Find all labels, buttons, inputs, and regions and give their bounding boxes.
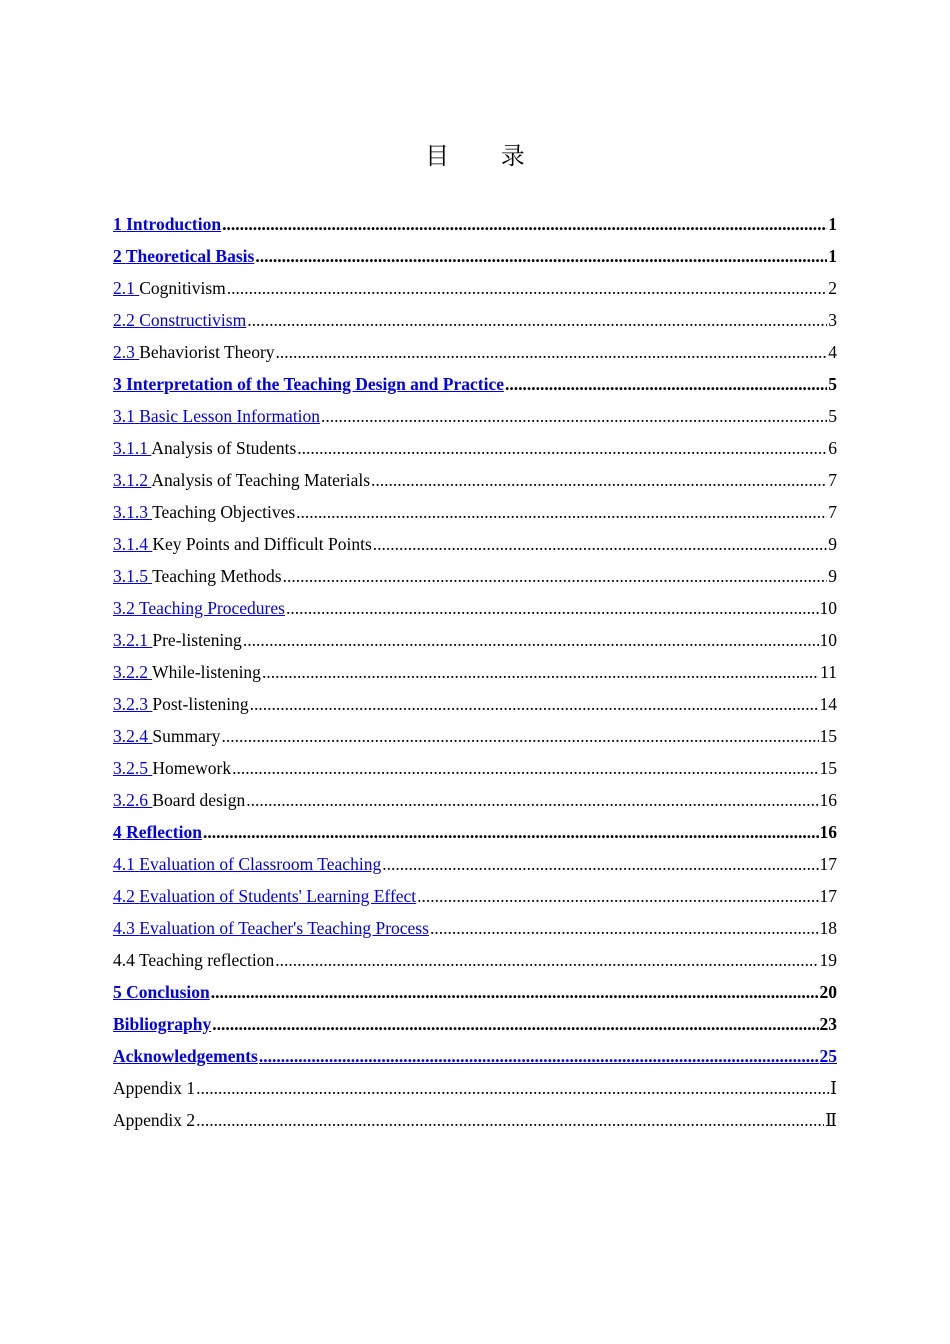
toc-leader-dots bbox=[211, 982, 819, 1003]
toc-entry-label bbox=[113, 502, 295, 523]
toc-entry-title[interactable]: Basic Lesson Information bbox=[139, 405, 321, 426]
toc-entry-number[interactable]: 4.3 bbox=[113, 917, 135, 938]
toc-leader-dots bbox=[259, 1046, 819, 1067]
toc-entry-title: Post-listening bbox=[152, 693, 249, 714]
toc-entry-label bbox=[113, 758, 231, 779]
toc-leader-dots bbox=[276, 342, 828, 363]
toc-entry-title[interactable]: Interpretation of the Teaching Design and Practice bbox=[126, 373, 504, 394]
toc-entry-title[interactable]: Evaluation of Classroom Teaching bbox=[139, 853, 382, 874]
toc-leader-dots bbox=[283, 566, 828, 587]
toc-entry-number[interactable]: 3.2.1 bbox=[113, 629, 148, 650]
toc-entry-label bbox=[113, 598, 285, 619]
toc-entry-number[interactable]: 3.1.4 bbox=[113, 533, 148, 554]
toc-leader-dots bbox=[296, 502, 827, 523]
toc-entry[interactable] bbox=[113, 560, 837, 592]
toc-page-number: 2 bbox=[828, 277, 837, 298]
toc-entry-label bbox=[113, 342, 275, 363]
toc-entry-title[interactable]: Theoretical Basis bbox=[125, 245, 255, 266]
toc-page-number: 9 bbox=[828, 565, 837, 586]
toc-leader-dots bbox=[286, 598, 819, 619]
toc-page-number: 25 bbox=[819, 1045, 837, 1066]
toc-entry-number[interactable]: 3.1.1 bbox=[113, 437, 148, 458]
toc-entry-label bbox=[113, 790, 245, 811]
toc-title: 目 录 bbox=[425, 142, 547, 170]
toc-leader-dots bbox=[243, 630, 819, 651]
toc-entry-title: Board design bbox=[152, 789, 246, 810]
toc-entry-title[interactable]: Conclusion bbox=[126, 981, 210, 1002]
toc-entry-label bbox=[113, 726, 220, 747]
toc-entry-label bbox=[113, 1014, 211, 1035]
toc-entry-title: Cognitivism bbox=[139, 277, 226, 298]
toc-entry[interactable] bbox=[113, 880, 837, 912]
toc-page-number: 10 bbox=[819, 629, 837, 650]
toc-entry[interactable] bbox=[113, 912, 837, 944]
toc-entry[interactable] bbox=[113, 816, 837, 848]
toc-page-number: 18 bbox=[819, 917, 837, 938]
toc-entry-number[interactable]: 4 bbox=[113, 821, 122, 842]
toc-page-number: 14 bbox=[819, 693, 837, 714]
toc-page-number: 20 bbox=[819, 981, 837, 1002]
toc-entry-title: Summary bbox=[152, 725, 221, 746]
toc-entry-title[interactable]: Evaluation of Students' Learning Effect bbox=[139, 885, 417, 906]
toc-entry-label bbox=[113, 662, 261, 683]
toc-entry[interactable] bbox=[113, 688, 837, 720]
toc-page-number: 1 bbox=[828, 213, 837, 234]
toc-entry-title: Analysis of Teaching Materials bbox=[151, 469, 371, 490]
toc-page-number: Ⅱ bbox=[825, 1109, 837, 1130]
toc-entry-title: Analysis of Students bbox=[151, 437, 297, 458]
toc-page-number: 1 bbox=[828, 245, 837, 266]
toc-entry[interactable] bbox=[113, 656, 837, 688]
toc-entry-number[interactable]: 1 bbox=[113, 213, 122, 234]
toc-entry-label bbox=[113, 566, 282, 587]
toc-entry-number[interactable]: 3 bbox=[113, 373, 122, 394]
toc-page-number: Ⅰ bbox=[830, 1077, 837, 1098]
toc-leader-dots bbox=[196, 1078, 829, 1099]
toc-entry-label bbox=[113, 438, 296, 459]
toc-entry[interactable] bbox=[113, 528, 837, 560]
toc-entry[interactable] bbox=[113, 496, 837, 528]
toc-entry-label bbox=[113, 1078, 195, 1099]
toc-leader-dots bbox=[232, 758, 818, 779]
table-of-contents bbox=[113, 208, 837, 1136]
toc-page-number: 7 bbox=[828, 501, 837, 522]
toc-entry-title[interactable]: Introduction bbox=[126, 213, 222, 234]
toc-page-number: 10 bbox=[819, 597, 837, 618]
toc-entry-number[interactable]: 3.2.5 bbox=[113, 757, 148, 778]
toc-entry-title: Appendix 1 bbox=[113, 1077, 196, 1098]
toc-entry bbox=[113, 1104, 837, 1136]
toc-entry-number[interactable]: 2 bbox=[113, 245, 122, 266]
toc-entry-label bbox=[113, 534, 372, 555]
toc-leader-dots bbox=[417, 886, 818, 907]
toc-entry-label bbox=[113, 854, 381, 875]
toc-entry-title: Teaching Objectives bbox=[152, 501, 296, 522]
toc-entry-label bbox=[113, 822, 202, 843]
toc-entry-number[interactable]: 3.2.6 bbox=[113, 789, 148, 810]
toc-page-number: 7 bbox=[828, 469, 837, 490]
toc-leader-dots bbox=[246, 790, 818, 811]
toc-leader-dots bbox=[430, 918, 819, 939]
toc-entry-label bbox=[113, 918, 429, 939]
toc-entry-label bbox=[113, 278, 226, 299]
toc-entry[interactable] bbox=[113, 1008, 837, 1040]
toc-entry-title[interactable]: Acknowledgements bbox=[113, 1045, 258, 1066]
toc-entry-number[interactable]: 2.3 bbox=[113, 341, 135, 362]
toc-entry[interactable] bbox=[113, 304, 837, 336]
toc-leader-dots bbox=[275, 950, 818, 971]
toc-entry-number[interactable]: 2.2 bbox=[113, 309, 135, 330]
toc-leader-dots bbox=[221, 726, 818, 747]
toc-entry-title: While-listening bbox=[152, 661, 261, 682]
toc-page-number: 5 bbox=[828, 405, 837, 426]
toc-entry-title: Key Points and Difficult Points bbox=[152, 533, 372, 554]
toc-entry-title[interactable]: Evaluation of Teacher's Teaching Process bbox=[139, 917, 429, 938]
toc-entry-label bbox=[113, 246, 254, 267]
toc-entry-number[interactable]: 3.2.3 bbox=[113, 693, 148, 714]
toc-entry-number[interactable]: 4.2 bbox=[113, 885, 135, 906]
toc-entry[interactable] bbox=[113, 720, 837, 752]
toc-entry-title: Teaching Methods bbox=[152, 565, 282, 586]
toc-entry-number[interactable]: 3.1.2 bbox=[113, 469, 148, 490]
toc-leader-dots bbox=[262, 662, 819, 683]
toc-entry-title: Appendix 2 bbox=[113, 1109, 196, 1130]
toc-entry-title: Pre-listening bbox=[152, 629, 242, 650]
toc-page-number: 4 bbox=[828, 341, 837, 362]
toc-page-number: 15 bbox=[819, 757, 837, 778]
toc-entry[interactable] bbox=[113, 272, 837, 304]
toc-page-number: 17 bbox=[819, 885, 837, 906]
toc-entry-label bbox=[113, 982, 210, 1003]
toc-page-number: 16 bbox=[819, 821, 837, 842]
toc-entry[interactable] bbox=[113, 976, 837, 1008]
toc-leader-dots bbox=[196, 1110, 824, 1131]
toc-entry-number[interactable]: 3.2.2 bbox=[113, 661, 148, 682]
toc-entry-number[interactable]: 5 bbox=[113, 981, 122, 1002]
toc-entry[interactable] bbox=[113, 464, 837, 496]
toc-entry-number[interactable]: 4.1 bbox=[113, 853, 135, 874]
toc-entry-number[interactable]: 3.2.4 bbox=[113, 725, 148, 746]
toc-page-number: 17 bbox=[819, 853, 837, 874]
toc-entry[interactable] bbox=[113, 1040, 837, 1072]
toc-leader-dots bbox=[247, 310, 827, 331]
toc-page-number: 11 bbox=[820, 661, 837, 682]
toc-entry[interactable] bbox=[113, 240, 837, 272]
toc-entry-label bbox=[113, 374, 504, 395]
toc-page-number: 3 bbox=[828, 309, 837, 330]
toc-leader-dots bbox=[382, 854, 818, 875]
toc-leader-dots bbox=[321, 406, 827, 427]
toc-entry-label bbox=[113, 406, 320, 427]
toc-entry-label bbox=[113, 214, 221, 235]
toc-entry-title[interactable]: Reflection bbox=[126, 821, 202, 842]
toc-entry[interactable] bbox=[113, 208, 837, 240]
toc-leader-dots bbox=[222, 214, 827, 235]
toc-entry-label bbox=[113, 470, 370, 491]
toc-entry-label bbox=[113, 694, 249, 715]
toc-entry[interactable] bbox=[113, 368, 837, 400]
toc-leader-dots bbox=[371, 470, 827, 491]
toc-entry-number[interactable]: 3.1.3 bbox=[113, 501, 148, 522]
toc-entry-title[interactable]: Bibliography bbox=[113, 1013, 212, 1034]
toc-entry-label bbox=[113, 630, 242, 651]
toc-leader-dots bbox=[203, 822, 819, 843]
toc-entry bbox=[113, 944, 837, 976]
toc-entry[interactable] bbox=[113, 848, 837, 880]
toc-entry[interactable] bbox=[113, 784, 837, 816]
toc-entry-label bbox=[113, 1110, 195, 1131]
toc-entry[interactable] bbox=[113, 400, 837, 432]
toc-page-number: 9 bbox=[828, 533, 837, 554]
toc-leader-dots bbox=[505, 374, 827, 395]
toc-entry[interactable] bbox=[113, 592, 837, 624]
toc-entry-label bbox=[113, 1046, 258, 1067]
toc-entry[interactable] bbox=[113, 432, 837, 464]
toc-entry-number[interactable]: 3.2 bbox=[113, 597, 135, 618]
toc-page-number: 16 bbox=[819, 789, 837, 810]
toc-entry-title: Behaviorist Theory bbox=[139, 341, 275, 362]
toc-leader-dots bbox=[373, 534, 827, 555]
toc-page-number: 5 bbox=[828, 373, 837, 394]
toc-leader-dots bbox=[255, 246, 827, 267]
toc-leader-dots bbox=[297, 438, 827, 459]
toc-page-number: 23 bbox=[819, 1013, 837, 1034]
toc-entry-title: Homework bbox=[152, 757, 232, 778]
toc-page-number: 6 bbox=[828, 437, 837, 458]
toc-entry-number[interactable]: 2.1 bbox=[113, 277, 135, 298]
toc-entry-number: 4.4 bbox=[113, 949, 135, 970]
toc-leader-dots bbox=[212, 1014, 818, 1035]
toc-entry bbox=[113, 1072, 837, 1104]
toc-entry[interactable] bbox=[113, 624, 837, 656]
toc-entry-number[interactable]: 3.1.5 bbox=[113, 565, 148, 586]
toc-leader-dots bbox=[250, 694, 819, 715]
toc-entry-title[interactable]: Constructivism bbox=[139, 309, 247, 330]
toc-page-number: 19 bbox=[819, 949, 837, 970]
toc-entry-label bbox=[113, 310, 246, 331]
toc-page-number: 15 bbox=[819, 725, 837, 746]
toc-leader-dots bbox=[227, 278, 827, 299]
toc-entry[interactable] bbox=[113, 336, 837, 368]
toc-entry-number[interactable]: 3.1 bbox=[113, 405, 135, 426]
toc-entry[interactable] bbox=[113, 752, 837, 784]
toc-entry-title: Teaching reflection bbox=[138, 949, 275, 970]
toc-entry-label bbox=[113, 950, 274, 971]
toc-entry-label bbox=[113, 886, 416, 907]
toc-entry-title[interactable]: Teaching Procedures bbox=[138, 597, 285, 618]
